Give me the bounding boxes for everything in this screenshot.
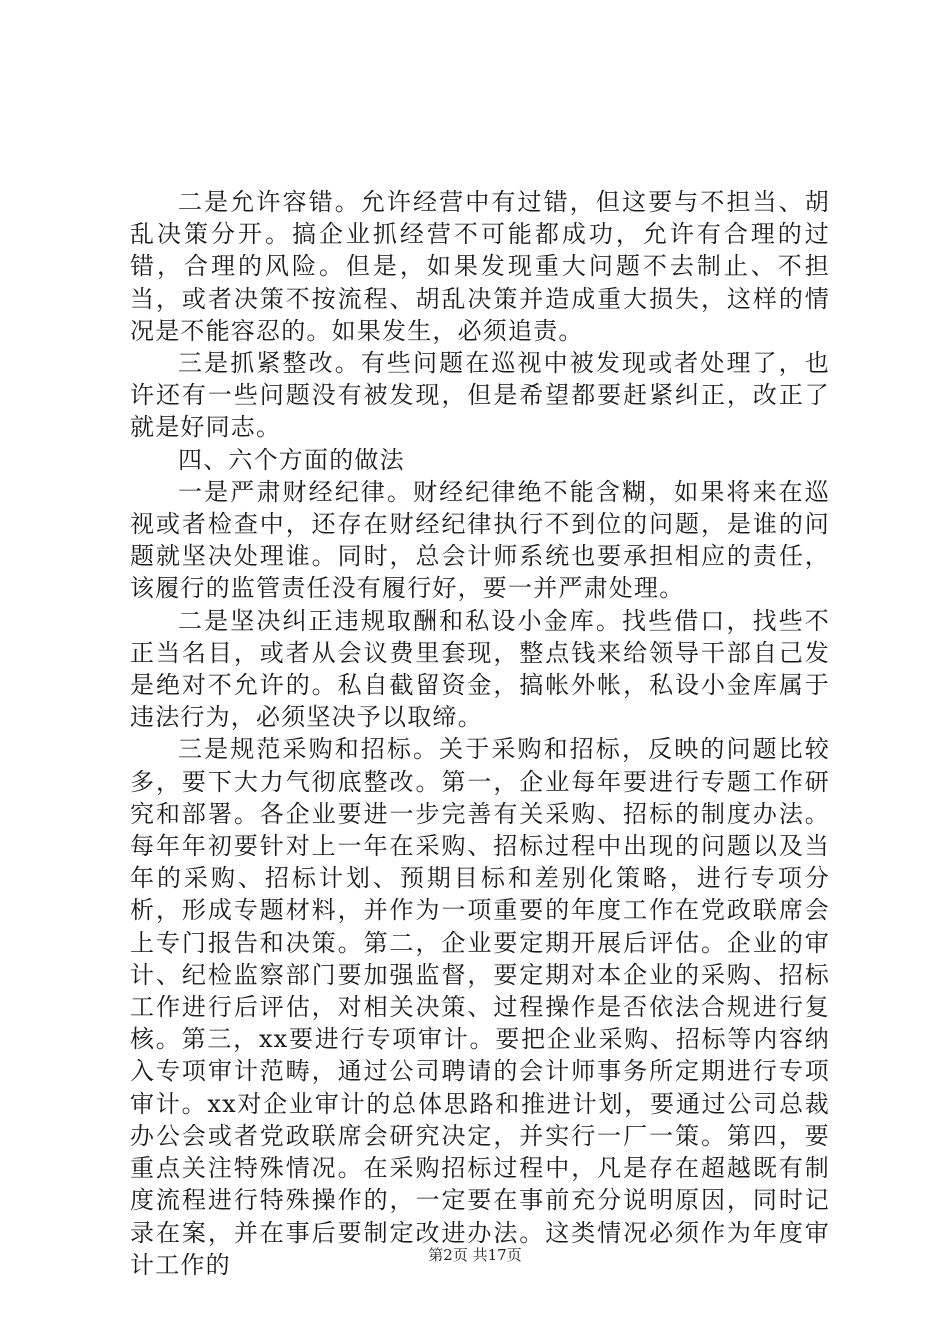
paragraph-financial-discipline: 一是严肃财经纪律。财经纪律绝不能含糊，如果将来在巡视或者检查中，还存在财经纪律执行不到位的问题，是谁的问题就坚决处理谁。同时，总会计师系统也要承担相应的责任，该履行的监管责任没有履行好，要一并严肃处理。 <box>130 477 830 603</box>
section-heading-six-aspects: 四、六个方面的做法 <box>178 445 405 474</box>
paragraph-slush-fund: 二是坚决纠正违规取酬和私设小金库。找些借口，找些不正当名目，或者从会议费里套现，整点钱来给领导干部自己发是绝对不允许的。私自截留资金，搞帐外帐，私设小金库属于违法行为，必须坚决予以取缔。 <box>130 606 830 732</box>
paragraph-rectify: 三是抓紧整改。有些问题在巡视中被发现或者处理了，也许还有一些问题没有被发现，但是希望都要赶紧纠正，改正了就是好同志。 <box>130 349 830 442</box>
paragraph-allow-error: 二是允许容错。允许经营中有过错，但这要与不担当、胡乱决策分开。搞企业抓经营不可能都成功，允许有合理的过错，合理的风险。但是，如果发现重大问题不去制止、不担当，或者决策不按流程、胡乱决策并造成重大损失，这样的情况是不能容忍的。如果发生，必须追责。 <box>130 188 830 345</box>
document-body <box>130 186 830 1281</box>
paragraph-procurement-bidding: 三是规范采购和招标。关于采购和招标，反映的问题比较多，要下大力气彻底整改。第一，企业每年要进行专题工作研究和部署。各企业要进一步完善有关采购、招标的制度办法。每年年初要针对上一年在采购、招标过程中出现的问题以及当年的采购、招标计划、预期目标和差别化策略，进行专项分析，形成专题材料，并作为一项重要的年度工作在党政联席会上专门报告和决策。第二，企业要定期开展后评估。企业的审计、纪检监察部门要加强监督，要定期对本企业的采购、招标工作进行后评估，对相关决策、过程操作是否依法合规进行复核。第三，xx要进行专项审计。要把企业采购、招标等内容纳入专项审计范畴，通过公司聘请的会计师事务所定期进行专项审计。xx对企业审计的总体思路和推进计划，要通过公司总裁办公会或者党政联席会研究决定，并实行一厂一策。第四，要重点关注特殊情况。在采购招标过程中，凡是存在超越既有制度流程进行特殊操作的，一定要在事前充分说明原因，同时记录在案，并在事后要制定改进办法。这类情况必须作为年度审计工作的 <box>130 735 830 1279</box>
page-footer: 第2页 共17页 <box>428 1246 522 1264</box>
